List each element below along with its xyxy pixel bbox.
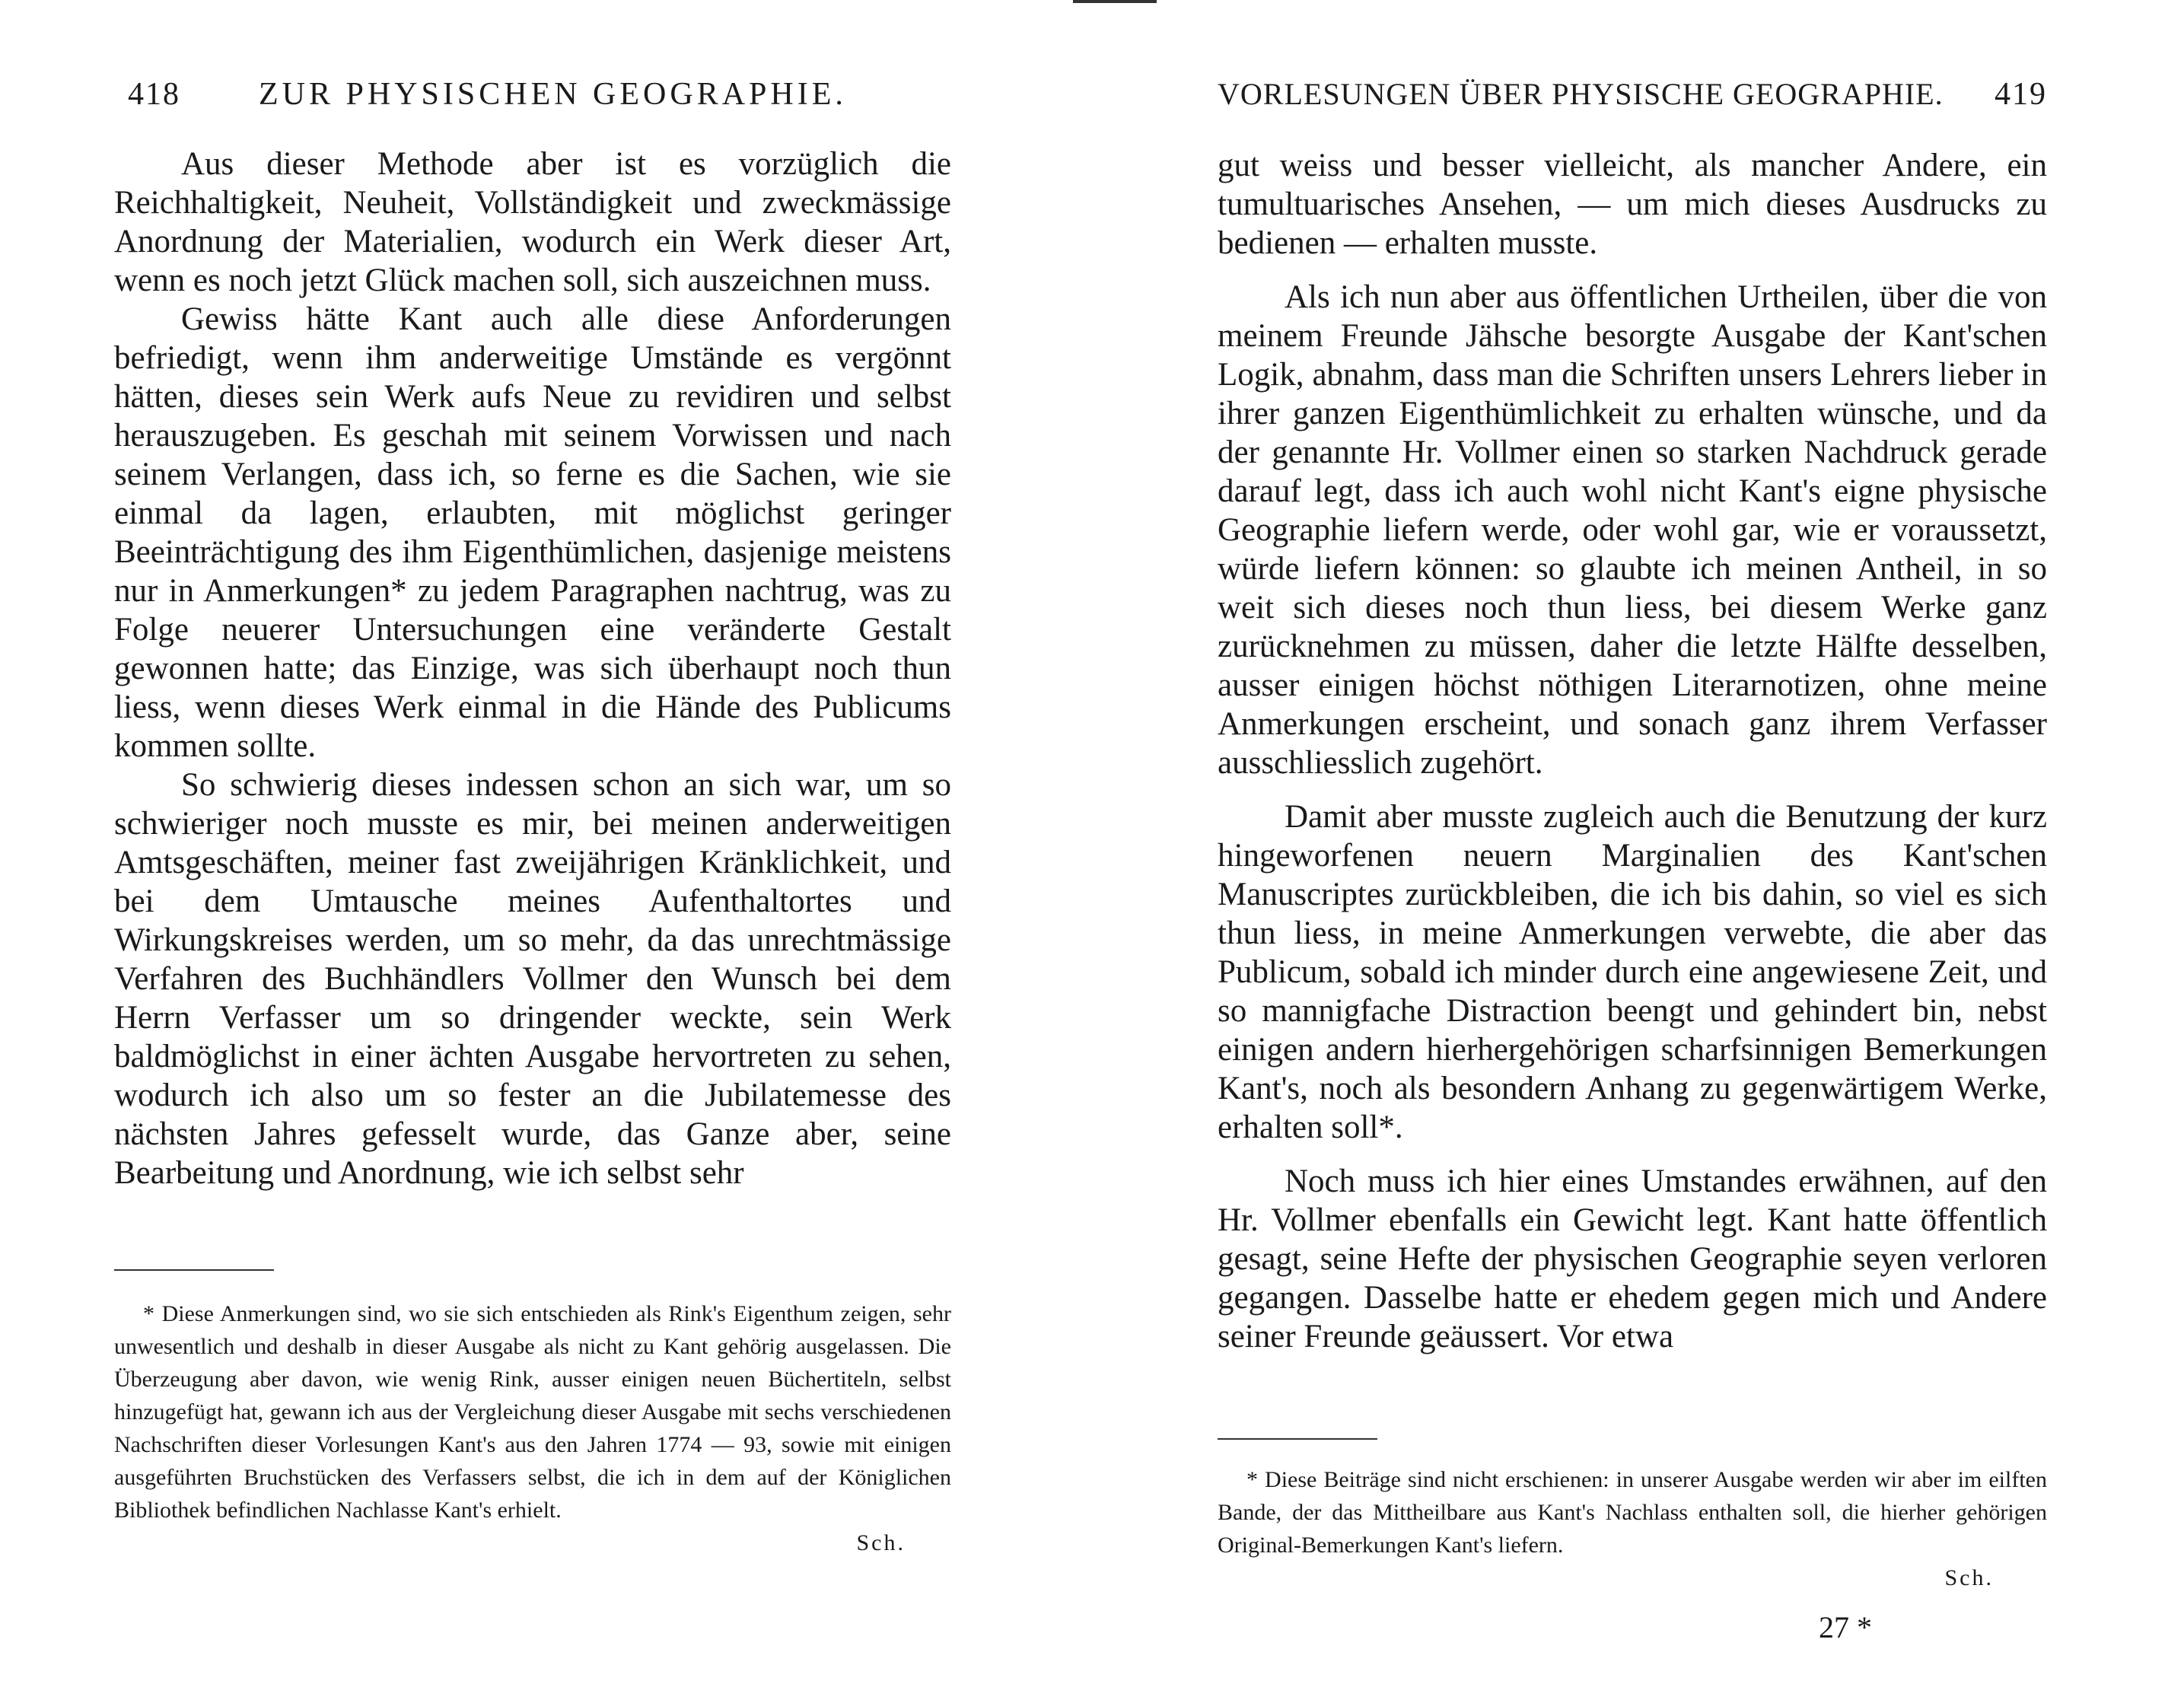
right-footnote-rule <box>1218 1438 1377 1440</box>
right-paragraph-3: Damit aber musste zugleich auch die Benutzung der kurz hingeworfenen neuern Marginalien des Kant'schen Manuscriptes zurückbleiben, die ich bis dahin, so viel es sich thun liess, in meine Anmerkungen verwebte, die aber das Publicum, sobald ich minder durch eine angewiesene Zeit, und so mannigfache Distraction beengt und gehindert bin, nebst einigen andern hierhergehörigen scharfsinnigen Bemerkungen Kant's, noch als besondern Anhang zu gegenwärtigem Werke, erhalten soll*. <box>1218 799 2047 1145</box>
right-body-text <box>1218 146 2047 1356</box>
left-running-title: ZUR PHYSISCHEN GEOGRAPHIE. <box>259 77 847 112</box>
right-page-number: 419 <box>1995 77 2047 112</box>
printer-signature-mark: 27 * <box>1819 1610 1872 1644</box>
right-footnote-text: * Diese Beiträge sind nicht erschienen: in unserer Ausgabe werden wir aber im eilften Bande, der das Mittheilbare aus Kant's Nachlass enthalten soll, die hierher gehörigen Original-Bemerkungen Kant's liefern. <box>1218 1467 2047 1558</box>
left-running-head <box>114 76 951 122</box>
right-page <box>1218 0 2047 1703</box>
left-paragraph-2: Gewiss hätte Kant auch alle diese Anforderungen befriedigt, wenn ihm anderweitige Umstände es vergönnt hätten, dieses sein Werk aufs Neue zu revidiren und selbst herauszugeben. Es geschah mit seinem Vorwissen und nach seinem Verlangen, dass ich, so ferne es die Sachen, wie sie einmal da lagen, erlaubten, mit möglichst geringer Beeinträchtigung des ihm Eigenthümlichen, dasjenige meistens nur in Anmerkungen* zu jedem Paragraphen nachtrug, was zu Folge neuerer Untersuchungen eine veränderte Gestalt gewonnen hatte; das Einzige, was sich überhaupt noch thun liess, wenn dieses Werk einmal in die Hände des Publicums kommen sollte. <box>114 301 951 764</box>
right-footnote-signature: Sch. <box>1944 1565 1994 1590</box>
left-footnote <box>114 1297 951 1559</box>
left-footnote-text: * Diese Anmerkungen sind, wo sie sich entschieden als Rink's Eigenthum zeigen, sehr unwesentlich und deshalb in dieser Ausgabe als nicht zu Kant gehörig ausgelassen. Die Überzeugung aber davon, wie wenig Rink, ausser einigen neuen Büchertiteln, selbst hinzugefügt hat, gewann ich aus der Vergleichung dieser Ausgabe mit sechs verschiedenen Nachschriften dieser Vorlesungen Kant's aus den Jahren 1774 — 93, sowie mit einigen ausgeführten Bruchstücken des Verfassers selbst, die ich in dem auf der Königlichen Bibliothek befindlichen Nachlasse Kant's erhielt. <box>114 1301 951 1523</box>
left-page <box>114 0 951 1703</box>
left-footnote-rule <box>114 1269 274 1271</box>
left-paragraph-3: So schwierig dieses indessen schon an sich war, um so schwieriger noch musste es mir, bei meinen anderweitigen Amtsgeschäften, meiner fast zweijährigen Kränklichkeit, und bei dem Umtausche meines Aufenthaltortes und Wirkungskreises werden, um so mehr, da das unrechtmässige Verfahren des Buchhändlers Vollmer den Wunsch bei dem Herrn Verfasser um so dringender weckte, sein Werk baldmöglichst in einer ächten Ausgabe hervortreten zu sehen, wodurch ich also um so fester an die Jubilatemesse des nächsten Jahres gefesselt wurde, das Ganze aber, seine Bearbeitung und Anordnung, wie ich selbst sehr <box>114 767 951 1191</box>
left-body-text <box>114 145 951 1192</box>
left-footnote-signature: Sch. <box>856 1530 906 1555</box>
right-paragraph-4: Noch muss ich hier eines Umstandes erwähnen, auf den Hr. Vollmer ebenfalls ein Gewicht legt. Kant hatte öffentlich gesagt, seine Hefte der physischen Geographie seyen verloren gegangen. Dasselbe hatte er ehedem gegen mich und Andere seiner Freunde geäussert. Vor etwa <box>1218 1163 2047 1354</box>
right-footnote <box>1218 1463 2047 1594</box>
left-paragraph-1: Aus dieser Methode aber ist es vorzüglich die Reichhaltigkeit, Neuheit, Vollständigkeit und zweckmässige Anordnung der Materialien, wodurch ein Werk dieser Art, wenn es noch jetzt Glück machen soll, sich auszeichnen muss. <box>114 146 951 298</box>
right-paragraph-1: gut weiss und besser vielleicht, als mancher Andere, ein tumultuarisches Ansehen, — um mich dieses Ausdrucks zu bedienen — erhalten musste. <box>1218 148 2047 261</box>
right-running-title: VORLESUNGEN ÜBER PHYSISCHE GEOGRAPHIE. <box>1218 77 1944 111</box>
top-rule <box>1073 0 1157 3</box>
right-running-head <box>1218 76 2047 122</box>
right-paragraph-2: Als ich nun aber aus öffentlichen Urtheilen, über die von meinem Freunde Jähsche besorgte Ausgabe der Kant'schen Logik, abnahm, dass man die Schriften unsers Lehrers lieber in ihrer ganzen Eigenthümlichkeit zu erhalten wünsche, und da der genannte Hr. Vollmer einen so starken Nachdruck gerade darauf legt, dass ich auch wohl nicht Kant's eigne physische Geographie liefern werde, oder wohl gar, wie er voraussetzt, würde liefern können: so glaubte ich meinen Antheil, in so weit sich dieses noch thun liess, bei diesem Werke ganz zurücknehmen zu müssen, daher die letzte Hälfte desselben, ausser einigen höchst nöthigen Literarnotizen, ohne meine Anmerkungen erscheint, und sonach ganz ihrem Verfasser ausschliesslich zugehört. <box>1218 279 2047 781</box>
left-page-number: 418 <box>128 77 180 112</box>
